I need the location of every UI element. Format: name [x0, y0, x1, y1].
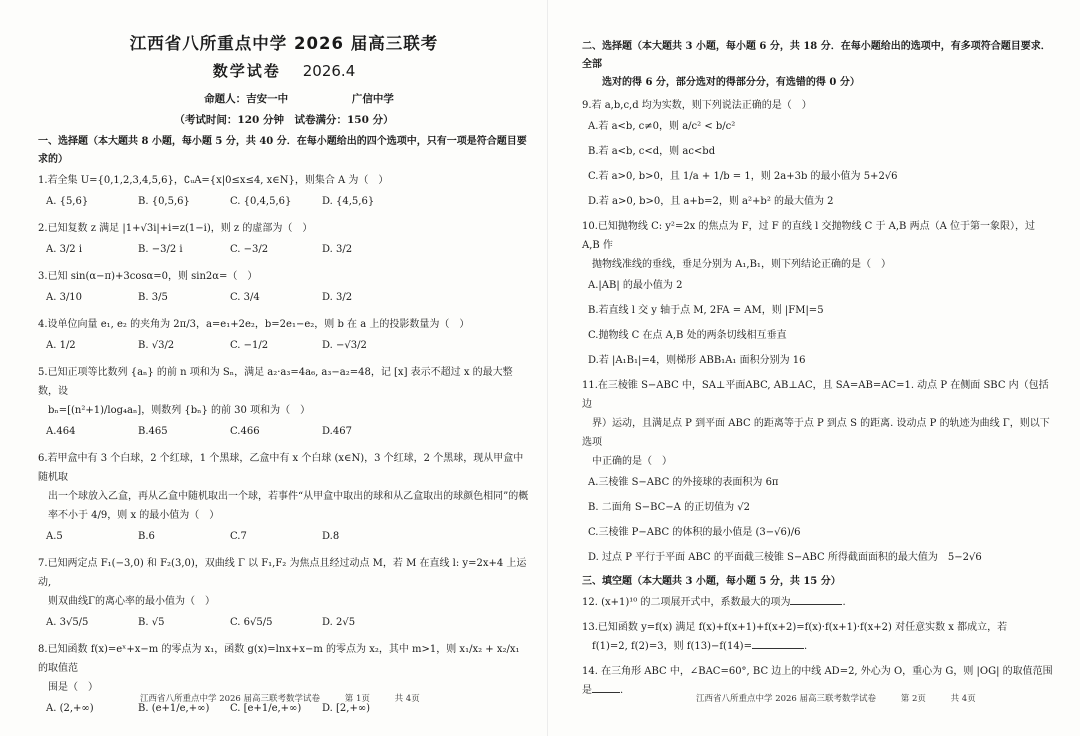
question-9-option-a: A.若 a<b, c≠0，则 a/c² < b/c² [588, 121, 736, 132]
question-7-line-1: 7.已知两定点 F₁(−3,0) 和 F₂(3,0)，双曲线 Γ 以 F₁,F₂ 为焦点且经过动点 M，若 M 在直线 l: y=2x+4 上运动, [38, 558, 527, 588]
option-a: A. 1/2 [46, 340, 76, 351]
page-number: 第 1页 [344, 694, 370, 704]
question-4: 4.设单位向量 e₁, e₂ 的夹角为 2π/3，a=e₁+2e₂，b=2e₁−e₂，则 b 在 a 上的投影数量为（ ） [38, 319, 470, 330]
option-c: C.466 [230, 426, 260, 437]
option-d: D. {4,5,6} [322, 196, 375, 207]
page-number: 第 2页 [900, 694, 926, 704]
exam-title: 江西省八所重点中学 2026 届高三联考 [129, 34, 439, 53]
option-a: A. {5,6} [46, 196, 89, 207]
question-6-line-2: 出一个球放入乙盒，再从乙盒中随机取出一个球，若事件“从甲盒中取出的球和从乙盒取出的球颜色相同”的概 [48, 491, 529, 502]
question-13-line-2: f(1)=2, f(2)=3，则 f(13)−f(14)= [592, 641, 752, 652]
question-5-line-1: 5.已知正项等比数列 {aₙ} 的前 n 项和为 Sₙ，满足 a₂·a₃=4a₆, a₃−a₂=48，记 [x] 表示不超过 x 的最大整数，设 [38, 367, 513, 397]
answer-blank [790, 594, 842, 605]
option-b: B. −3/2 i [138, 244, 183, 255]
option-d: D. 3/2 [322, 244, 353, 255]
option-b: B. {0,5,6} [138, 196, 190, 207]
question-10-option-b: B.若直线 l 交 y 轴于点 M, 2FA = AM，则 |FM|=5 [588, 305, 824, 316]
section-2-line-2: 选对的得 6 分，部分选对的得部分分，有选错的得 0 分） [602, 77, 860, 88]
subject-label: 数学试卷 [212, 62, 281, 80]
option-b: B. √5 [138, 617, 165, 628]
option-c: C. 3/4 [230, 292, 260, 303]
section-2-line-1: 二、选择题（本大题共 3 小题，每小题 6 分，共 18 分．在每小题给出的选项中，有多项符合题目要求．全部 [582, 41, 1051, 70]
page-2 [548, 0, 1080, 736]
question-11-line-1: 11.在三棱锥 S−ABC 中，SA⊥平面ABC, AB⊥AC，且 SA=AB=AC=1. 动点 P 在侧面 SBC 内（包括边 [582, 380, 1049, 410]
question-1: 1.若全集 U={0,1,2,3,4,5,6}，∁ᵤA={x|0≤x≤4, x∈N}，则集合 A 为（ ） [38, 175, 389, 186]
question-3-options [46, 288, 530, 307]
option-a: A.464 [46, 426, 76, 437]
option-c: C. 6√5/5 [230, 617, 273, 628]
question-10-option-c: C.抛物线 C 在点 A,B 处的两条切线相互垂直 [588, 330, 787, 341]
exam-subtitle [38, 60, 530, 81]
option-a: A. (2,+∞) [46, 703, 94, 714]
question-5 [38, 363, 530, 420]
option-c: C. [e+1/e,+∞) [230, 703, 302, 714]
question-7-options [46, 613, 530, 632]
author-label: 命题人：吉安一中 [204, 93, 289, 105]
option-a: A. 3√5/5 [46, 617, 89, 628]
option-c: C. −3/2 [230, 244, 269, 255]
question-14-text: 14. 在三角形 ABC 中，∠BAC=60°, BC 边上的中线 AD=2, 外心为 O，重心为 G，则 |OG| 的取值范围是 [582, 666, 1053, 696]
section-1-heading: 一、选择题（本大题共 8 小题，每小题 5 分，共 40 分．在每小题给出的四个选项中，只有一项是符合题目要求的） [38, 136, 527, 165]
question-8 [38, 640, 530, 697]
question-12-text: 12. (x+1)¹⁰ 的二项展开式中，系数最大的项为 [582, 597, 791, 608]
question-11-option-a: A.三棱锥 S−ABC 的外接球的表面积为 6π [588, 477, 779, 488]
question-7 [38, 554, 530, 611]
question-11-line-2: 界）运动，且满足点 P 到平面 ABC 的距离等于点 P 到点 S 的距离. 设动点 P 的轨迹为曲线 Γ，则以下选项 [582, 418, 1050, 448]
option-d: D. 2√5 [322, 617, 356, 628]
option-c: C.7 [230, 531, 247, 542]
option-b: B.465 [138, 426, 168, 437]
question-11 [582, 376, 1054, 471]
question-3: 3.已知 sin(α−π)+3cosα=0，则 sin2α=（ ） [38, 271, 258, 282]
answer-blank [752, 638, 804, 649]
section-2-heading [582, 38, 1054, 92]
question-9: 9.若 a,b,c,d 均为实数，则下列说法正确的是（ ） [582, 100, 812, 111]
option-d: D.467 [322, 426, 352, 437]
page-2-footer [696, 692, 976, 704]
exam-info: （考试时间：120 分钟 试卷满分：150 分） [174, 114, 394, 126]
option-a: A. 3/10 [46, 292, 83, 303]
question-12: 12. (x+1)¹⁰ 的二项展开式中，系数最大的项为 . [582, 593, 1054, 612]
question-10-option-a: A.|AB| 的最小值为 2 [588, 280, 683, 291]
answer-blank [592, 682, 620, 693]
author-line [68, 91, 530, 106]
question-11-option-b: B. 二面角 S−BC−A 的正切值为 √2 [588, 502, 750, 513]
question-11-option-d: D. 过点 P 平行于平面 ABC 的平面截三棱锥 S−ABC 所得截面面积的最大值为 5−2√6 [588, 552, 982, 563]
option-d: D.8 [322, 531, 340, 542]
option-c: C. {0,4,5,6} [230, 196, 292, 207]
footer-title: 江西省八所重点中学 2026 届高三联考数学试卷 [140, 694, 321, 704]
question-6 [38, 449, 530, 525]
question-8-line-2: 围是（ ） [48, 682, 98, 693]
option-b: B. 3/5 [138, 292, 168, 303]
section-3-heading: 三、填空题（本大题共 3 小题，每小题 5 分，共 15 分） [582, 576, 841, 587]
question-2: 2.已知复数 z 满足 |1+√3i|+i=z(1−i)，则 z 的虚部为（ ） [38, 223, 313, 234]
option-c: C. −1/2 [230, 340, 269, 351]
option-a: A.5 [46, 531, 63, 542]
question-13: 13.已知函数 y=f(x) 满足 f(x)+f(x+1)+f(x+2)=f(x)·f(x+1)·f(x+2) 对任意实数 x 都成立，若 f(1)=2, f(2)=3，则 f(13)−f(14)= . [582, 622, 1008, 652]
page-1-footer [140, 692, 420, 704]
question-9-option-c: C.若 a>0, b>0，且 1/a + 1/b = 1，则 2a+3b 的最小值为 5+2√6 [588, 171, 898, 182]
question-4-options [46, 336, 530, 355]
question-10 [582, 217, 1054, 274]
option-b: B. (e+1/e,+∞) [138, 703, 210, 714]
page-total: 共 4页 [950, 694, 976, 704]
exam-date: 2026.4 [302, 62, 356, 80]
question-6-line-1: 6.若甲盒中有 3 个白球，2 个红球，1 个黑球，乙盒中有 x 个白球 (x∈N)，3 个红球，2 个黑球，现从甲盒中随机取 [38, 453, 524, 483]
question-8-line-1: 8.已知函数 f(x)=eˣ+x−m 的零点为 x₁，函数 g(x)=lnx+x−m 的零点为 x₂，其中 m>1，则 x₁/x₂ + x₂/x₁ 的取值范 [38, 644, 520, 674]
question-10-line-2: 抛物线准线的垂线，垂足分别为 A₁,B₁，则下列结论正确的是（ ） [592, 259, 891, 270]
question-10-line-1: 10.已知抛物线 C: y²=2x 的焦点为 F，过 F 的直线 l 交抛物线 C 于 A,B 两点（A 位于第一象限），过 A,B 作 [582, 221, 1035, 251]
question-6-line-3: 率不小于 4/9，则 x 的最小值为（ ） [48, 510, 220, 521]
question-5-options [46, 422, 530, 441]
question-14: 14. 在三角形 ABC 中，∠BAC=60°, BC 边上的中线 AD=2, 外心为 O，重心为 G，则 |OG| 的取值范围是 . [582, 666, 1053, 696]
page-total: 共 4页 [394, 694, 420, 704]
option-b: B. √3/2 [138, 340, 175, 351]
footer-title: 江西省八所重点中学 2026 届高三联考数学试卷 [696, 694, 877, 704]
question-6-options [46, 527, 530, 546]
question-9-option-b: B.若 a<b, c<d，则 ac<bd [588, 146, 716, 157]
author-school-2: 广信中学 [351, 93, 394, 105]
question-7-line-2: 则双曲线Γ的离心率的最小值为（ ） [48, 596, 215, 607]
option-d: D. [2,+∞) [322, 703, 371, 714]
option-d: D. −√3/2 [322, 340, 367, 351]
question-10-option-d: D.若 |A₁B₁|=4，则梯形 ABB₁A₁ 面积分别为 16 [588, 355, 806, 366]
question-13-line-1: 13.已知函数 y=f(x) 满足 f(x)+f(x+1)+f(x+2)=f(x)·f(x+1)·f(x+2) 对任意实数 x 都成立，若 [582, 622, 1008, 633]
option-d: D. 3/2 [322, 292, 353, 303]
option-a: A. 3/2 i [46, 244, 83, 255]
question-9-option-d: D.若 a>0, b>0，且 a+b=2，则 a²+b² 的最大值为 2 [588, 196, 834, 207]
option-b: B.6 [138, 531, 155, 542]
question-2-options [46, 240, 530, 259]
question-11-line-3: 中正确的是（ ） [592, 456, 672, 467]
question-5-line-2: bₙ=[(n²+1)/log₄aₙ]，则数列 {bₙ} 的前 30 项和为（ ） [48, 405, 311, 416]
question-1-options [46, 192, 530, 211]
question-11-option-c: C.三棱锥 P−ABC 的体积的最小值是 (3−√6)/6 [588, 527, 801, 538]
